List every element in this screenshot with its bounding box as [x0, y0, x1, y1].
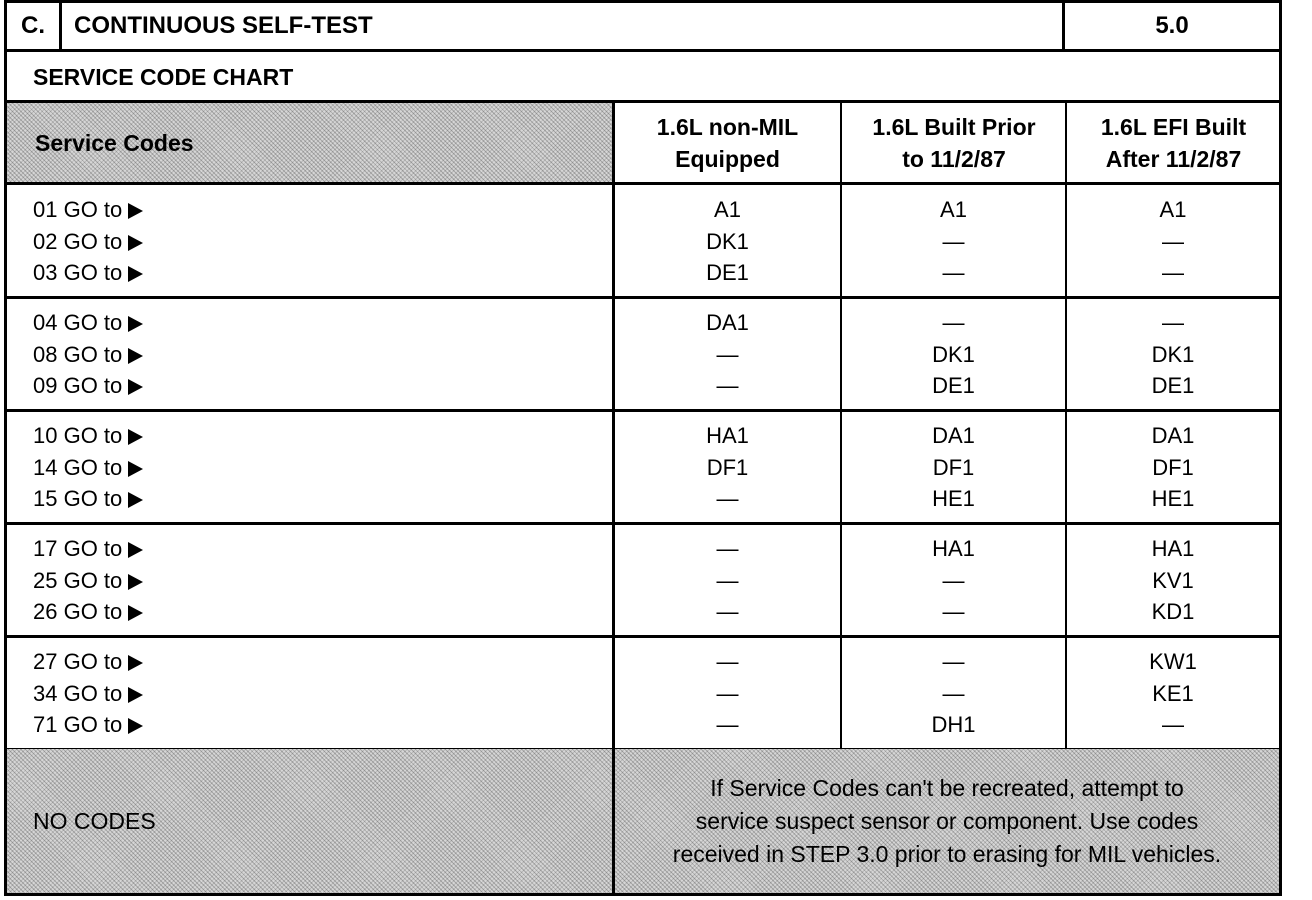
column-header-non-mil: 1.6L non-MIL Equipped: [656, 114, 799, 172]
built-prior-value: DF1: [932, 454, 975, 480]
efi-after-value: HE1: [1151, 486, 1195, 511]
service-code-label: 14 GO to: [33, 454, 123, 480]
service-code: [33, 596, 593, 628]
service-code: [33, 565, 593, 597]
non-mil-value: —: [716, 486, 739, 511]
section-title-box: [59, 0, 1065, 52]
column-header-built-prior: 1.6L Built Prior to 11/2/87: [872, 114, 1036, 172]
service-code-label: 15 GO to: [33, 486, 123, 511]
service-code-label: 27 GO to: [33, 649, 123, 674]
non-mil-value: DA1: [706, 310, 749, 335]
efi-after-value: —: [1162, 260, 1184, 285]
efi-after-value: DA1: [1151, 423, 1195, 448]
service-code: [33, 370, 593, 402]
efi-after-value: KV1: [1152, 567, 1194, 593]
service-code: [33, 420, 593, 452]
service-code-table: [4, 49, 1282, 896]
non-mil-value: —: [716, 341, 739, 367]
play-arrow-icon: [128, 203, 143, 219]
no-codes-cell: [7, 749, 612, 893]
play-arrow-icon: [128, 235, 143, 251]
table-row: [7, 533, 1279, 565]
divider: [7, 635, 1279, 638]
table-row: [7, 565, 1279, 597]
table-row: [7, 709, 1279, 741]
service-code: [33, 483, 593, 515]
non-mil-value: —: [716, 599, 739, 624]
divider: [7, 522, 1279, 525]
service-code-label: 17 GO to: [33, 536, 123, 561]
play-arrow-icon: [128, 266, 143, 282]
service-code: [33, 646, 593, 678]
table-row: [7, 596, 1279, 628]
table-row: [7, 257, 1279, 289]
built-prior-value: —: [942, 680, 965, 706]
play-arrow-icon: [128, 379, 143, 395]
service-code-label: 02 GO to: [33, 228, 123, 254]
table-row: [7, 483, 1279, 515]
play-arrow-icon: [128, 316, 143, 332]
service-code: [33, 452, 593, 484]
efi-after-value: KW1: [1149, 649, 1197, 674]
divider: [7, 296, 1279, 299]
service-code: [33, 709, 593, 741]
table-row: [7, 307, 1279, 339]
service-code-label: 04 GO to: [33, 310, 123, 335]
non-mil-value: DE1: [706, 260, 749, 285]
built-prior-value: A1: [940, 197, 967, 222]
non-mil-value: —: [716, 373, 739, 398]
service-code-label: 03 GO to: [33, 260, 123, 285]
non-mil-value: —: [716, 712, 739, 737]
play-arrow-icon: [128, 605, 143, 621]
built-prior-value: —: [942, 599, 965, 624]
section-letter: C.: [21, 12, 45, 39]
built-prior-value: DK1: [932, 341, 975, 367]
table-row: [7, 452, 1279, 484]
table-row: [7, 678, 1279, 710]
play-arrow-icon: [128, 429, 143, 445]
step-number-box: [1062, 0, 1282, 52]
table-row: [7, 339, 1279, 371]
service-code: [33, 194, 593, 226]
built-prior-value: —: [942, 649, 965, 674]
non-mil-value: DK1: [706, 228, 749, 254]
service-codes-header: Service Codes: [7, 103, 612, 183]
efi-after-value: —: [1162, 310, 1184, 335]
efi-after-value: —: [1162, 228, 1184, 254]
no-codes-note: If Service Codes can't be recreated, attempt to service suspect sensor or component. Use codes received in STEP 3.0 prior to erasing for MIL vehicles.: [615, 749, 1279, 893]
play-arrow-icon: [128, 655, 143, 671]
no-codes-label: NO CODES: [33, 807, 156, 834]
efi-after-value: A1: [1159, 197, 1187, 222]
efi-after-value: HA1: [1151, 536, 1195, 561]
play-arrow-icon: [128, 461, 143, 477]
built-prior-value: DA1: [932, 423, 975, 448]
non-mil-value: A1: [714, 197, 741, 222]
built-prior-value: DH1: [931, 712, 976, 737]
non-mil-value: HA1: [706, 423, 749, 448]
built-prior-value: —: [942, 228, 965, 254]
service-code-label: 09 GO to: [33, 373, 123, 398]
column-divider: [612, 103, 615, 893]
non-mil-value: —: [716, 680, 739, 706]
divider: [7, 182, 1279, 185]
column-header-efi-after: 1.6L EFI Built After 11/2/87: [1100, 114, 1247, 172]
table-row: [7, 646, 1279, 678]
play-arrow-icon: [128, 492, 143, 508]
efi-after-value: —: [1162, 712, 1184, 737]
column-divider: [840, 103, 842, 749]
service-code-sheet: [4, 0, 1282, 896]
play-arrow-icon: [128, 574, 143, 590]
step-number: 5.0: [1155, 12, 1189, 39]
play-arrow-icon: [128, 687, 143, 703]
service-code-label: 10 GO to: [33, 423, 123, 448]
table-row: [7, 194, 1279, 226]
built-prior-value: DE1: [932, 373, 975, 398]
table-row: [7, 370, 1279, 402]
efi-after-value: DF1: [1152, 454, 1194, 480]
service-code: [33, 307, 593, 339]
non-mil-value: —: [716, 567, 739, 593]
play-arrow-icon: [128, 718, 143, 734]
built-prior-value: —: [942, 260, 965, 285]
service-code-label: 01 GO to: [33, 197, 123, 222]
divider: [7, 409, 1279, 412]
service-code-label: 08 GO to: [33, 341, 123, 367]
efi-after-value: KD1: [1151, 599, 1195, 624]
table-row: [7, 226, 1279, 258]
service-code: [33, 226, 593, 258]
efi-after-value: KE1: [1152, 680, 1194, 706]
service-code-label: 26 GO to: [33, 599, 123, 624]
service-code-label: 25 GO to: [33, 567, 123, 593]
play-arrow-icon: [128, 348, 143, 364]
non-mil-value: —: [716, 536, 739, 561]
service-code-label: 71 GO to: [33, 712, 123, 737]
section-title: CONTINUOUS SELF-TEST: [74, 12, 373, 39]
built-prior-value: HA1: [932, 536, 975, 561]
play-arrow-icon: [128, 542, 143, 558]
non-mil-value: —: [716, 649, 739, 674]
column-divider: [1065, 103, 1067, 749]
built-prior-value: —: [942, 567, 965, 593]
section-letter-box: [4, 0, 62, 52]
service-code-label: 34 GO to: [33, 680, 123, 706]
chart-title: SERVICE CODE CHART: [33, 63, 294, 90]
built-prior-value: HE1: [932, 486, 975, 511]
efi-after-value: DK1: [1151, 341, 1195, 367]
table-row: [7, 420, 1279, 452]
service-code: [33, 257, 593, 289]
service-code: [33, 678, 593, 710]
service-code: [33, 339, 593, 371]
service-code: [33, 533, 593, 565]
built-prior-value: —: [942, 310, 965, 335]
non-mil-value: DF1: [706, 454, 749, 480]
efi-after-value: DE1: [1151, 373, 1195, 398]
